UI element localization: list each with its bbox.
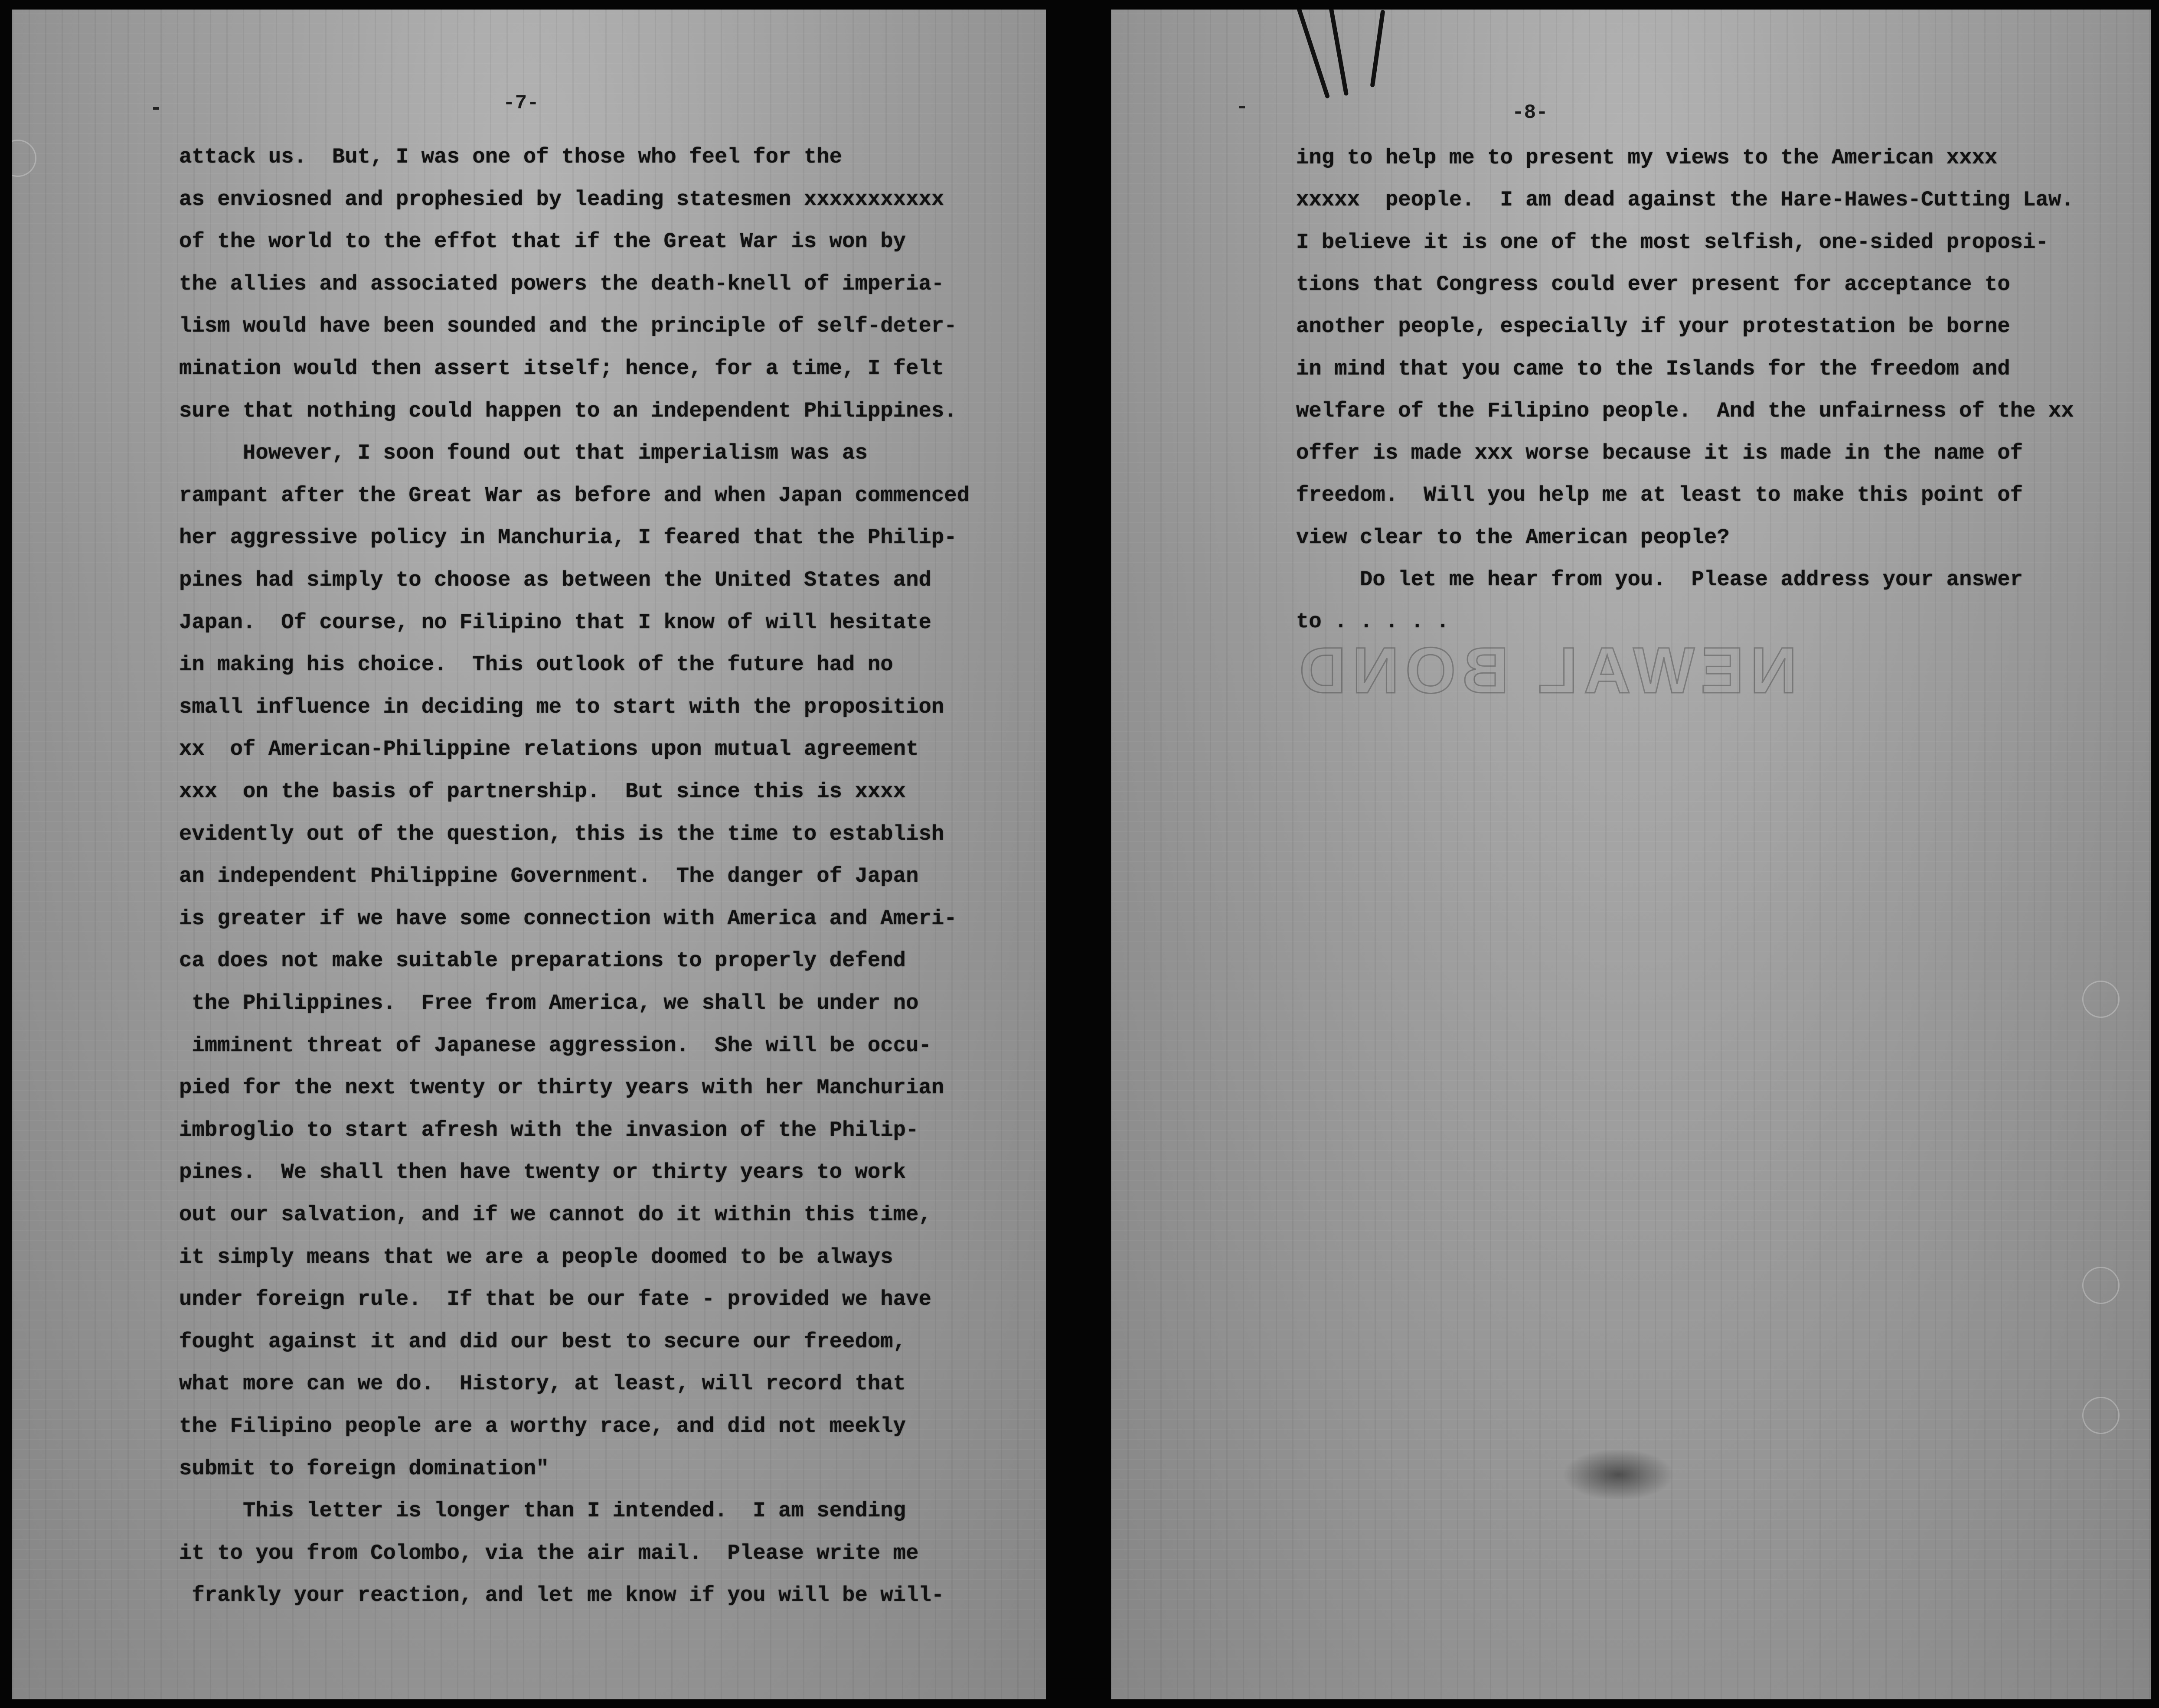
text-line: pines. We shall then have twenty or thirty years to work	[179, 1160, 906, 1185]
text-line: lism would have been sounded and the principle of self-deter-	[179, 314, 957, 339]
text-line: Japan. Of course, no Filipino that I know of will hesitate	[179, 610, 931, 635]
letter-page-8	[1111, 10, 2151, 1699]
text-line: xxxxx people. I am dead against the Hare-Hawes-Cutting Law.	[1296, 188, 2074, 212]
text-line: tions that Congress could ever present for acceptance to	[1296, 272, 2010, 297]
ink-scratch	[1370, 10, 1385, 88]
text-line: small influence in deciding me to start with the proposition	[179, 694, 944, 719]
text-line: mination would then assert itself; hence, for a time, I felt	[179, 356, 944, 381]
text-line: xx of American-Philippine relations upon mutual agreement	[179, 737, 919, 762]
margin-mark	[153, 107, 159, 110]
text-line: the Philippines. Free from America, we shall be under no	[179, 991, 919, 1015]
text-line: imbroglio to start afresh with the invasion of the Philip-	[179, 1118, 919, 1142]
margin-mark	[1239, 106, 1245, 108]
text-line: view clear to the American people?	[1296, 525, 1730, 550]
text-line: another people, especially if your protestation be borne	[1296, 314, 2010, 339]
text-line: evidently out of the question, this is the time to establish	[179, 821, 944, 846]
text-line: sure that nothing could happen to an independent Philippines.	[179, 398, 957, 423]
text-line: attack us. But, I was one of those who feel for the	[179, 145, 843, 169]
text-line: under foreign rule. If that be our fate - provided we have	[179, 1287, 931, 1312]
text-line: Do let me hear from you. Please address your answer	[1296, 567, 2023, 592]
text-line: her aggressive policy in Manchuria, I feared that the Philip-	[179, 525, 957, 550]
text-line: imminent threat of Japanese aggression. She will be occu-	[179, 1033, 931, 1058]
text-line: the Filipino people are a worthy race, and did not meekly	[179, 1414, 906, 1438]
text-line: frankly your reaction, and let me know if you will be will-	[179, 1583, 944, 1608]
punch-hole-mark	[2082, 981, 2120, 1018]
punch-hole-mark	[12, 140, 36, 177]
ink-scratch	[1329, 10, 1349, 96]
stain-smudge	[1562, 1449, 1675, 1501]
letter-body-text	[179, 147, 1003, 1664]
text-line: is greater if we have some connection with America and Ameri-	[179, 906, 957, 931]
text-line: the allies and associated powers the death-knell of imperia-	[179, 271, 944, 296]
text-line: pied for the next twenty or thirty years with her Manchurian	[179, 1076, 944, 1100]
page-number: -7-	[503, 92, 539, 114]
text-line: rampant after the Great War as before and when Japan commenced	[179, 483, 970, 508]
text-line: it to you from Colombo, via the air mail. Please write me	[179, 1541, 919, 1565]
text-line: This letter is longer than I intended. I am sending	[179, 1499, 906, 1523]
text-line: ing to help me to present my views to the American xxxx	[1296, 146, 1998, 170]
text-line: However, I soon found out that imperialism was as	[179, 441, 868, 466]
text-line: of the world to the effot that if the Great War is won by	[179, 229, 906, 254]
text-line: out our salvation, and if we cannot do it within this time,	[179, 1203, 931, 1227]
text-line: offer is made xxx worse because it is made in the name of	[1296, 441, 2023, 466]
text-line: pines had simply to choose as between the United States and	[179, 568, 931, 592]
punch-hole-mark	[2082, 1397, 2120, 1434]
text-line: as enviosned and prophesied by leading statesmen xxxxxxxxxxx	[179, 187, 944, 212]
text-line: in mind that you came to the Islands for the freedom and	[1296, 356, 2010, 381]
text-line: in making his choice. This outlook of the future had no	[179, 652, 893, 677]
ink-scratch	[1295, 10, 1330, 99]
text-line: xxx on the basis of partnership. But since this is xxxx	[179, 779, 906, 804]
text-line: welfare of the Filipino people. And the unfairness of the xx	[1296, 398, 2074, 423]
text-line: an independent Philippine Government. The danger of Japan	[179, 864, 919, 889]
text-line: what more can we do. History, at least, will record that	[179, 1372, 906, 1396]
text-line: ca does not make suitable preparations to properly defend	[179, 949, 906, 973]
paper-watermark: NEWAL BOND	[1293, 634, 1797, 707]
text-line: fought against it and did our best to secure our freedom,	[179, 1329, 906, 1354]
letter-page-7	[12, 10, 1046, 1699]
text-line: to . . . . .	[1296, 610, 1449, 634]
text-line: I believe it is one of the most selfish, one-sided proposi-	[1296, 230, 2048, 254]
text-line: freedom. Will you help me at least to make this point of	[1296, 483, 2023, 508]
letter-body-text	[1296, 147, 2120, 668]
text-line: it simply means that we are a people doomed to be always	[179, 1245, 893, 1269]
page-number: -8-	[1512, 101, 1548, 124]
text-line: submit to foreign domination"	[179, 1456, 549, 1481]
punch-hole-mark	[2082, 1267, 2120, 1304]
